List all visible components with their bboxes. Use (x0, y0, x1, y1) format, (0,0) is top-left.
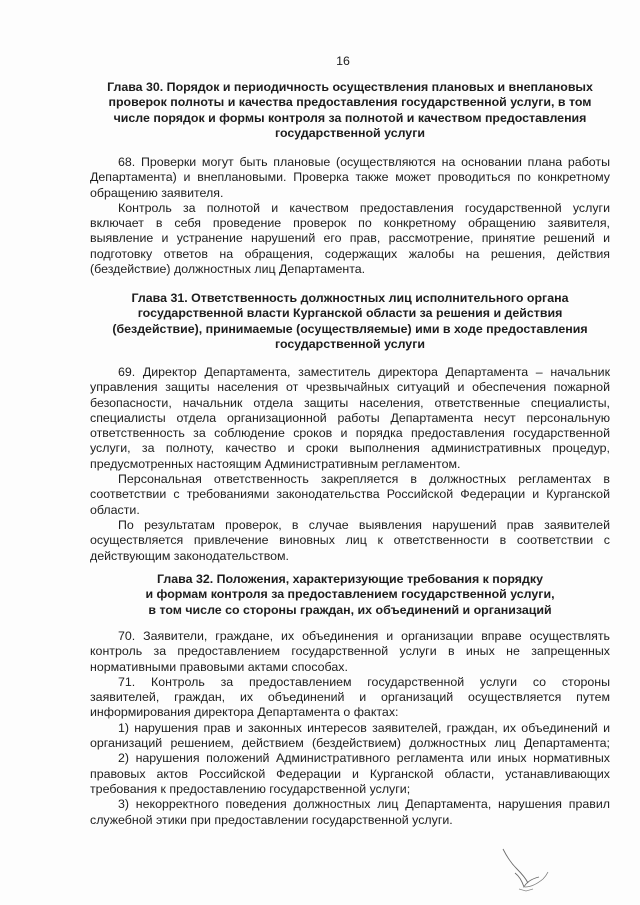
chapter-30-body (90, 155, 610, 277)
list-item-3 (90, 797, 610, 828)
list-item-1 (90, 721, 610, 752)
paragraph-inspection-results (90, 518, 610, 564)
paragraph-line: соответствии с требованиями законодательства Российской Федерации и Курганской (90, 487, 610, 502)
paragraph-68 (90, 155, 610, 201)
page-number: 16 (336, 54, 350, 68)
heading-line: в том числе со стороны граждан, их объединений и организаций (148, 602, 552, 617)
paragraph-line: контроль за предоставлением государственной услуги в иных не запрещенных (90, 644, 610, 659)
chapter-31-heading (90, 291, 610, 352)
paragraph-line: Контроль за полнотой и качеством предоставления государственной услуги (118, 200, 610, 215)
paragraph-line: включает в себя проведение проверок по конкретному обращению заявителя, (90, 216, 610, 231)
heading-line: государственной власти Курганской области за решения и действия (137, 306, 563, 321)
chapter-32-heading (90, 572, 610, 618)
paragraph-line: безопасности, начальник отдела защиты населения, ответственные специалисты, (90, 395, 610, 410)
paragraph-line: 3) некорректного поведения должностных лиц Департамента, нарушения правил (118, 797, 610, 812)
paragraph-line: (бездействие) должностных лиц Департамента. (90, 262, 366, 277)
paragraph-line: Персональная ответственность закрепляется в должностных регламентах в (118, 472, 610, 487)
heading-line: числе порядок и формы контроля за полнотой и качеством предоставления (113, 110, 587, 125)
chapter-32-body (90, 629, 610, 828)
paragraph-line: услуги, за полноту, качество и сроки выполнения административных процедур, (90, 441, 610, 456)
heading-line: государственной услуги (275, 336, 425, 351)
paragraph-line: специалисты отдела организационной работы Департамента несут персональную (90, 410, 610, 425)
paragraph-control (90, 201, 610, 277)
paragraph-line: По результатам проверок, в случае выявления нарушений прав заявителей (118, 517, 610, 532)
heading-line: (бездействие), принимаемые (осуществляемые) ими в ходе предоставления (112, 321, 588, 336)
chapter-31-body (90, 365, 610, 564)
list-item-2 (90, 751, 610, 797)
heading-line: Глава 32. Положения, характеризующие требования к порядку (157, 572, 543, 586)
paragraph-line: предусмотренных настоящим Административным регламентом. (90, 456, 461, 471)
paragraph-personal-responsibility (90, 472, 610, 518)
paragraph-line: требования к предоставлению государственной услуги; (90, 781, 411, 796)
paragraph-line: заявителей, граждан, их объединений и организаций осуществляется путем (90, 690, 610, 705)
paragraph-line: ответственность за соблюдение сроков и порядка предоставления государственной (90, 426, 610, 441)
paragraph-line: 2) нарушения положений Административного регламента или иных нормативных (118, 751, 610, 766)
paragraph-line: действующим законодательством. (90, 548, 289, 563)
paragraph-line: осуществляется привлечение виновных лиц к ответственности в соответствии с (90, 533, 610, 548)
paragraph-line: 70. Заявители, граждане, их объединения и организации вправе осуществлять (118, 629, 610, 643)
paragraph-70 (90, 629, 610, 675)
paragraph-line: правовых актов Российской Федерации и Курганской области, устанавливающих (90, 766, 610, 781)
paragraph-line: организаций решением, действием (бездействием) должностных лиц Департамента; (90, 736, 610, 751)
paragraph-line: выявление и устранение нарушений его прав, рассмотрение, принятие решений и (90, 231, 610, 246)
signature-mark (495, 843, 559, 897)
paragraph-line: 68. Проверки могут быть плановые (осуществляются на основании плана работы (118, 155, 610, 169)
chapter-30-heading (90, 80, 610, 141)
heading-line: проверок полноты и качества предоставления государственной услуги, в том (108, 95, 592, 110)
paragraph-line: информирования директора Департамента о фактах: (90, 705, 399, 720)
heading-line: и формам контроля за предоставлением государственной услуги, (145, 587, 555, 602)
paragraph-71 (90, 675, 610, 721)
paragraph-line: области. (90, 502, 140, 517)
paragraph-line: 69. Директор Департамента, заместитель директора Департамента – начальник (118, 365, 610, 379)
paragraph-line: Департамента) и внеплановыми. Проверка также может проводиться по конкретному (90, 170, 610, 185)
heading-line: Глава 30. Порядок и периодичность осуществления плановых и внеплановых (107, 80, 593, 94)
paragraph-line: 71. Контроль за предоставлением государственной услуги со стороны (118, 674, 610, 689)
paragraph-69 (90, 365, 610, 472)
paragraph-line: служебной этики при предоставлении государственной услуги. (90, 812, 453, 827)
heading-line: государственной услуги (275, 125, 425, 140)
paragraph-line: 1) нарушения прав и законных интересов заявителей, граждан, их объединений и (118, 720, 610, 735)
heading-line: Глава 31. Ответственность должностных лиц исполнительного органа (131, 291, 569, 305)
paragraph-line: подготовку ответов на обращения, содержащих жалобы на решения, действия (90, 246, 610, 261)
paragraph-line: обращению заявителя. (90, 185, 224, 200)
paragraph-line: управления защиты населения от чрезвычайных ситуаций и обеспечения пожарной (90, 380, 610, 395)
paragraph-line: нормативными правовыми актами способах. (90, 659, 348, 674)
